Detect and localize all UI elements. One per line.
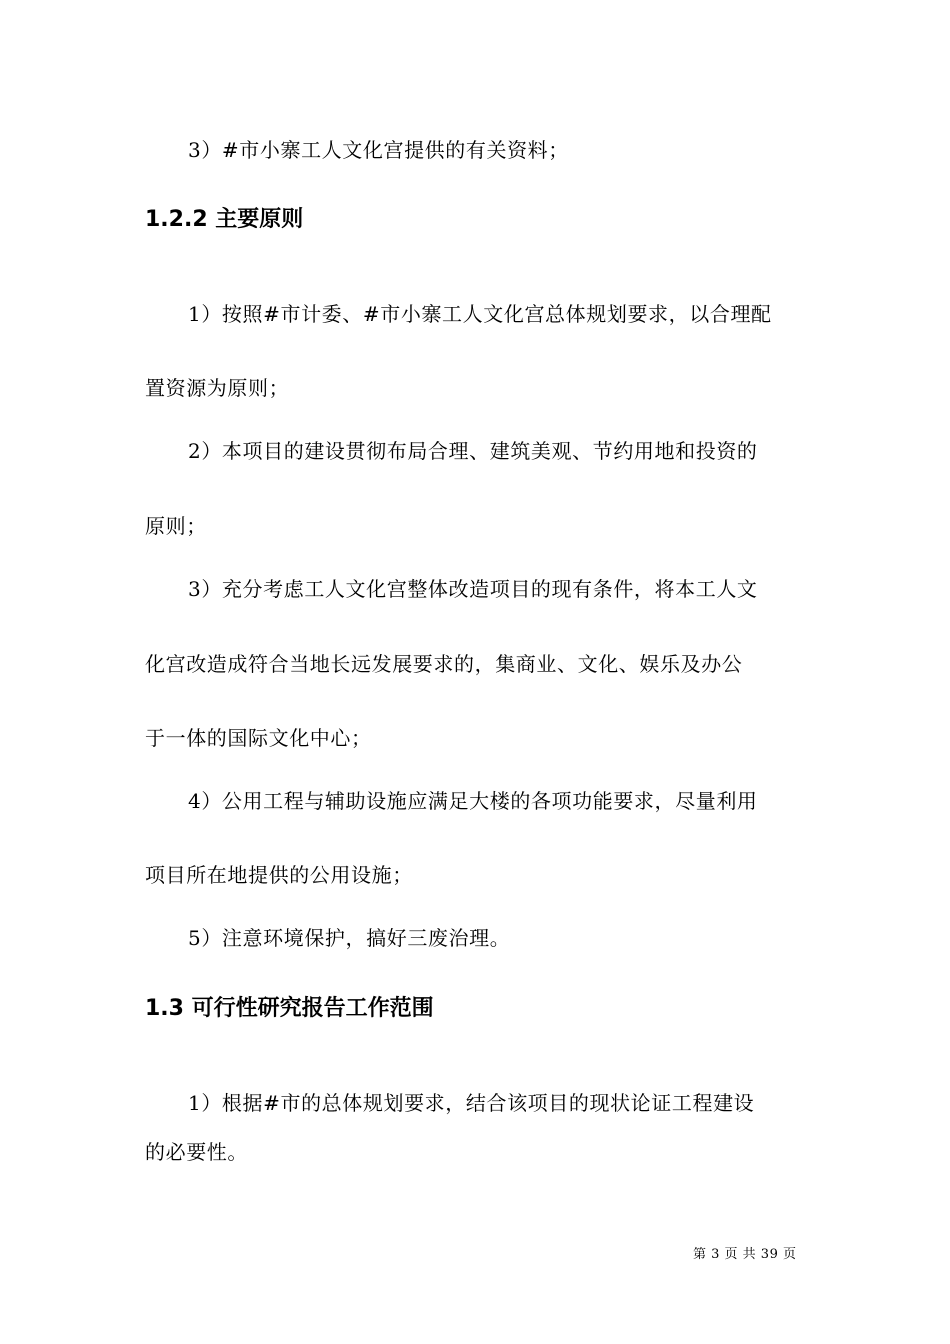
paragraph-line: 1）根据#市的总体规划要求，结合该项目的现状论证工程建设 [188,1091,755,1115]
paragraph-line: 于一体的国际文化中心； [145,726,372,750]
paragraph-line: 3）#市小寨工人文化宫提供的有关资料； [188,138,569,162]
paragraph-line: 原则； [145,514,207,538]
paragraph-line: 置资源为原则； [145,376,290,400]
paragraph-line: 的必要性。 [145,1140,248,1164]
paragraph-line: 5）注意环境保护，搞好三废治理。 [188,926,511,950]
paragraph-line: 3）充分考虑工人文化宫整体改造项目的现有条件，将本工人文 [188,577,758,601]
section-heading-1-2-2: 1.2.2 主要原则 [145,207,304,232]
page-number-footer: 第 3 页 共 39 页 [693,1247,797,1262]
paragraph-line: 化宫改造成符合当地长远发展要求的，集商业、文化、娱乐及办公 [145,652,743,676]
paragraph-line: 2）本项目的建设贯彻布局合理、建筑美观、节约用地和投资的 [188,439,758,463]
paragraph-line: 项目所在地提供的公用设施； [145,863,413,887]
section-heading-1-3: 1.3 可行性研究报告工作范围 [145,996,434,1021]
paragraph-line: 4）公用工程与辅助设施应满足大楼的各项功能要求，尽量利用 [188,789,758,813]
paragraph-line: 1）按照#市计委、#市小寨工人文化宫总体规划要求，以合理配 [188,302,772,326]
